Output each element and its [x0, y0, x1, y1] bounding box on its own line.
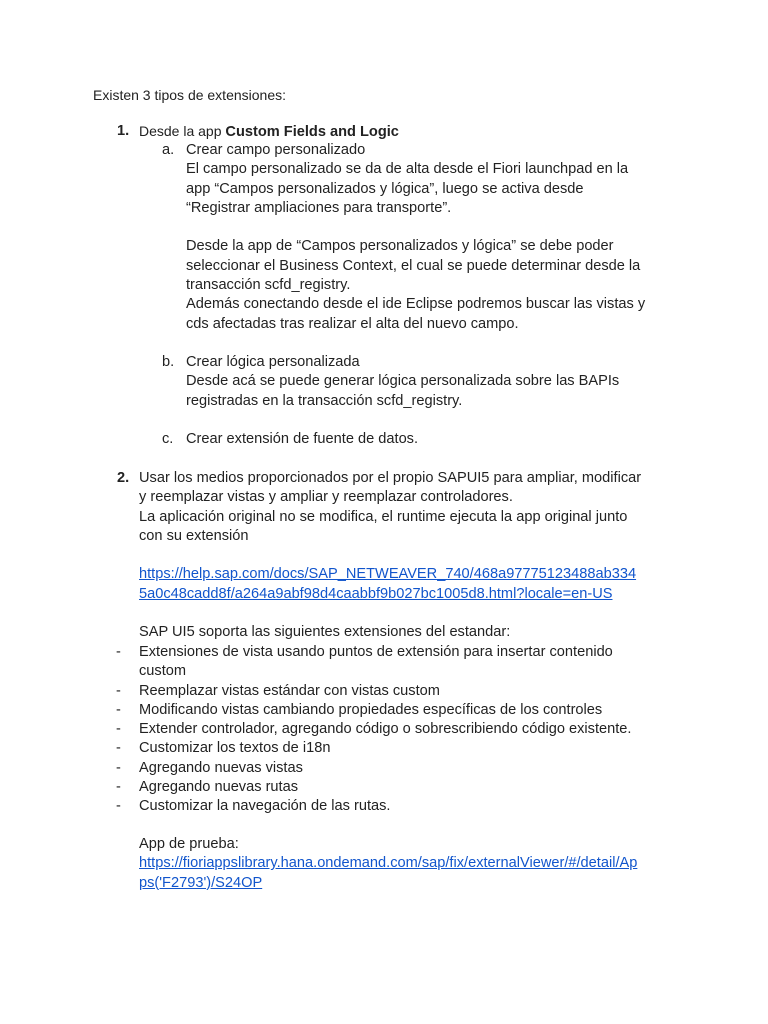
test-app-block — [139, 835, 684, 893]
list-item — [0, 682, 768, 701]
sub-a-line: app “Campos personalizados y lógica”, luego se activa desde — [186, 180, 584, 197]
list-item — [0, 643, 768, 682]
list-item-text: Customizar los textos de i18n — [139, 740, 331, 757]
item-2-line: con su extensión — [139, 527, 249, 544]
intro-text: Existen 3 tipos de extensiones: — [93, 87, 287, 103]
item-2-number: 2. — [117, 470, 130, 486]
sub-c-title: Crear extensión de fuente de datos. — [186, 431, 419, 447]
list-item-text: Modificando vistas cambiando propiedades específicas de los controles — [139, 701, 603, 718]
list-item-text: Extensiones de vista usando puntos de extensión para insertar contenido — [139, 644, 613, 660]
sub-c-letter: c. — [162, 431, 174, 447]
sub-a-line: transacción scfd_registry. — [186, 277, 351, 294]
list-item — [0, 701, 768, 720]
sub-a-line: Además conectando desde el ide Eclipse podremos buscar las vistas y — [186, 296, 646, 313]
item-2-line: y reemplazar vistas y ampliar y reemplazar controladores. — [139, 489, 513, 506]
sub-a-line: cds afectadas tras realizar el alta del nuevo campo. — [186, 315, 519, 332]
list-item — [0, 739, 768, 758]
item-2-block — [139, 469, 684, 643]
list-item-text: custom — [139, 663, 187, 680]
item-2-line: Usar los medios proporcionados por el propio SAPUI5 para ampliar, modificar — [139, 470, 642, 486]
list-item — [0, 720, 768, 739]
list-intro: SAP UI5 soporta las siguientes extensiones del estandar: — [139, 624, 511, 641]
extension-list — [0, 643, 768, 817]
list-item-text: Customizar la navegación de las rutas. — [139, 798, 391, 815]
item-1-title — [139, 122, 399, 142]
sub-b-block — [186, 353, 686, 411]
sap-help-link[interactable]: 5a0c48cadd8f/a264a9abf98d4caabbf9b027bc1005d8.html?locale=en-US — [139, 585, 613, 602]
bullet-dash: - — [116, 701, 121, 718]
sub-a-letter: a. — [162, 142, 175, 158]
item-2-line: La aplicación original no se modifica, el runtime ejecuta la app original junto — [139, 508, 628, 525]
sub-b-line: Desde acá se puede generar lógica personalizada sobre las BAPIs — [186, 373, 620, 390]
bullet-dash: - — [116, 779, 121, 796]
sub-a-line: seleccionar el Business Context, el cual se puede determinar desde la — [186, 257, 641, 274]
item-1-number: 1. — [117, 123, 130, 139]
sub-c-block — [186, 430, 686, 449]
list-item — [0, 797, 768, 816]
bullet-dash: - — [116, 721, 121, 738]
list-item-text: Reemplazar vistas estándar con vistas custom — [139, 682, 440, 699]
sub-a-line: Desde la app de “Campos personalizados y lógica” se debe poder — [186, 238, 614, 255]
bullet-dash: - — [116, 759, 121, 776]
bullet-dash: - — [116, 798, 121, 815]
list-item — [0, 759, 768, 778]
sap-help-link[interactable]: https://help.sap.com/docs/SAP_NETWEAVER_740/468a97775123488ab334 — [139, 566, 637, 583]
sub-a-title: Crear campo personalizado — [186, 142, 366, 158]
sub-a-line: “Registrar ampliaciones para transporte”. — [186, 199, 452, 216]
sub-b-title: Crear lógica personalizada — [186, 354, 360, 370]
item-1-app-name: Custom Fields and Logic — [225, 124, 399, 140]
list-item — [0, 778, 768, 797]
bullet-dash: - — [116, 740, 121, 757]
list-item-text: Agregando nuevas rutas — [139, 779, 299, 796]
sub-b-letter: b. — [162, 354, 175, 370]
list-item-text: Extender controlador, agregando código o sobrescribiendo código existente. — [139, 721, 632, 738]
fiori-apps-library-link[interactable]: ps('F2793')/S24OP — [139, 874, 263, 891]
sub-a-line: El campo personalizado se da de alta desde el Fiori launchpad en la — [186, 161, 629, 178]
list-item-text: Agregando nuevas vistas — [139, 759, 303, 776]
test-app-label: App de prueba: — [139, 836, 239, 852]
sub-a-block — [186, 141, 686, 334]
sub-b-line: registradas en la transacción scfd_registry. — [186, 392, 463, 409]
fiori-apps-library-link[interactable]: https://fioriappslibrary.hana.ondemand.com/sap/fix/externalViewer/#/detail/Ap — [139, 855, 638, 872]
bullet-dash: - — [116, 644, 121, 660]
item-1-prefix: Desde la app — [139, 123, 226, 139]
bullet-dash: - — [116, 682, 121, 699]
